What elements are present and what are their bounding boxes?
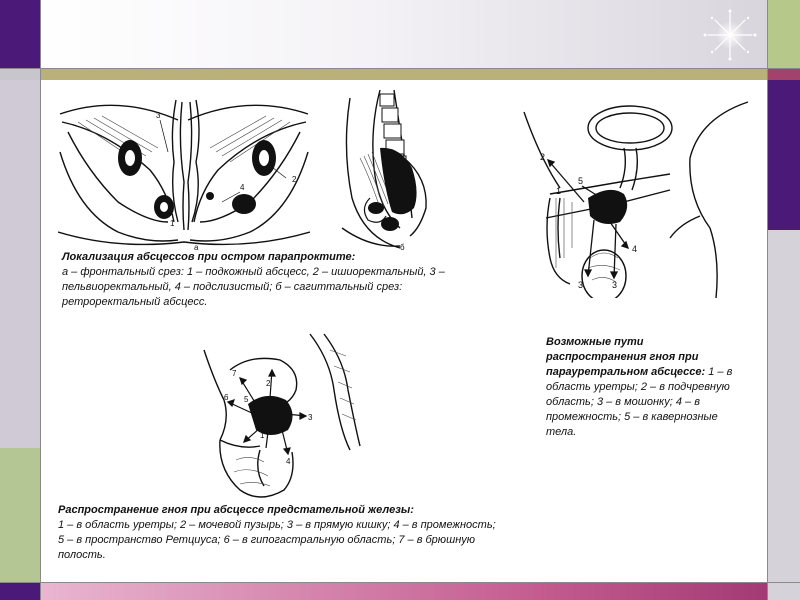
prostate-label-1: 1	[260, 431, 265, 440]
prostate-caption-text: 1 – в область уретры; 2 – мочевой пузырь; 3 – в прямую кишку; 4 – в промежность; 5 – в пространство Ретциуса; 6 – в гипогастральную область; 7 – в брюшную полость.	[58, 519, 496, 561]
frontal-label-3: 3	[156, 111, 161, 120]
prostate-caption-title: Распространение гноя при абсцессе предстательной железы:	[58, 504, 414, 516]
prostate-figure	[200, 330, 365, 505]
frontal-label-a: а	[194, 243, 199, 252]
paraurethral-caption	[546, 335, 746, 440]
frontal-label-4: 4	[240, 183, 245, 192]
prostate-caption	[58, 503, 498, 563]
prostate-label-6: 6	[224, 393, 229, 402]
footer-band	[40, 582, 767, 600]
prostate-label-5: 5	[244, 395, 249, 404]
sparkle-icon	[700, 8, 760, 62]
sagittal-label-b: б	[400, 243, 405, 252]
paraurethral-figure	[520, 98, 750, 298]
prostate-label-7: 7	[232, 369, 237, 378]
paraurethral-caption-title: Возможные пути распространения гноя при парауретральном абсцессе:	[546, 336, 706, 378]
frame-line-top	[0, 68, 800, 69]
right-column-gray	[767, 230, 800, 582]
right-accent-block	[767, 68, 800, 80]
left-column-gray	[0, 80, 40, 448]
sagittal-section-figure	[340, 88, 445, 253]
left-accent-block	[0, 68, 40, 80]
paraurethral-label-3b: 3	[612, 280, 618, 290]
corner-block-top-right	[767, 0, 800, 68]
corner-block-bottom-left	[0, 582, 40, 600]
paraurethral-label-5: 5	[578, 176, 584, 186]
frame-line-left	[40, 0, 41, 600]
frame-line-bottom	[0, 582, 800, 583]
paraurethral-label-1: 1	[556, 186, 562, 196]
header-accent-bar	[40, 68, 767, 80]
paraurethral-label-3a: 3	[578, 280, 584, 290]
frontal-section-figure	[58, 92, 310, 252]
paraproctitis-caption-title: Локализация абсцессов при остром парапроктите:	[62, 251, 356, 263]
prostate-label-3: 3	[308, 413, 313, 422]
frame-line-right	[767, 0, 768, 600]
right-column-purple	[767, 80, 800, 230]
corner-block-bottom-right	[767, 582, 800, 600]
frontal-label-1: 1	[170, 219, 175, 228]
paraurethral-label-2: 2	[540, 152, 546, 162]
prostate-label-2: 2	[266, 379, 271, 388]
left-column-green	[0, 448, 40, 582]
corner-block-top-left	[0, 0, 40, 68]
header-band	[40, 0, 767, 68]
paraproctitis-caption-text: а – фронтальный срез: 1 – подкожный абсцесс, 2 – ишиоректальный, 3 – пельвиоректальный, 4 – подслизистый; б – сагиттальный срез: ретроректальный абсцесс.	[62, 266, 445, 308]
paraurethral-caption-text: 1 – в область уретры; 2 – в подчревную область; 3 – в мошонку; 4 – в промежность; 5 – в кавернозные тела.	[546, 366, 733, 438]
paraproctitis-caption	[62, 250, 492, 310]
frontal-label-2: 2	[292, 175, 297, 184]
paraurethral-label-4: 4	[632, 244, 638, 254]
prostate-label-4: 4	[286, 457, 291, 466]
